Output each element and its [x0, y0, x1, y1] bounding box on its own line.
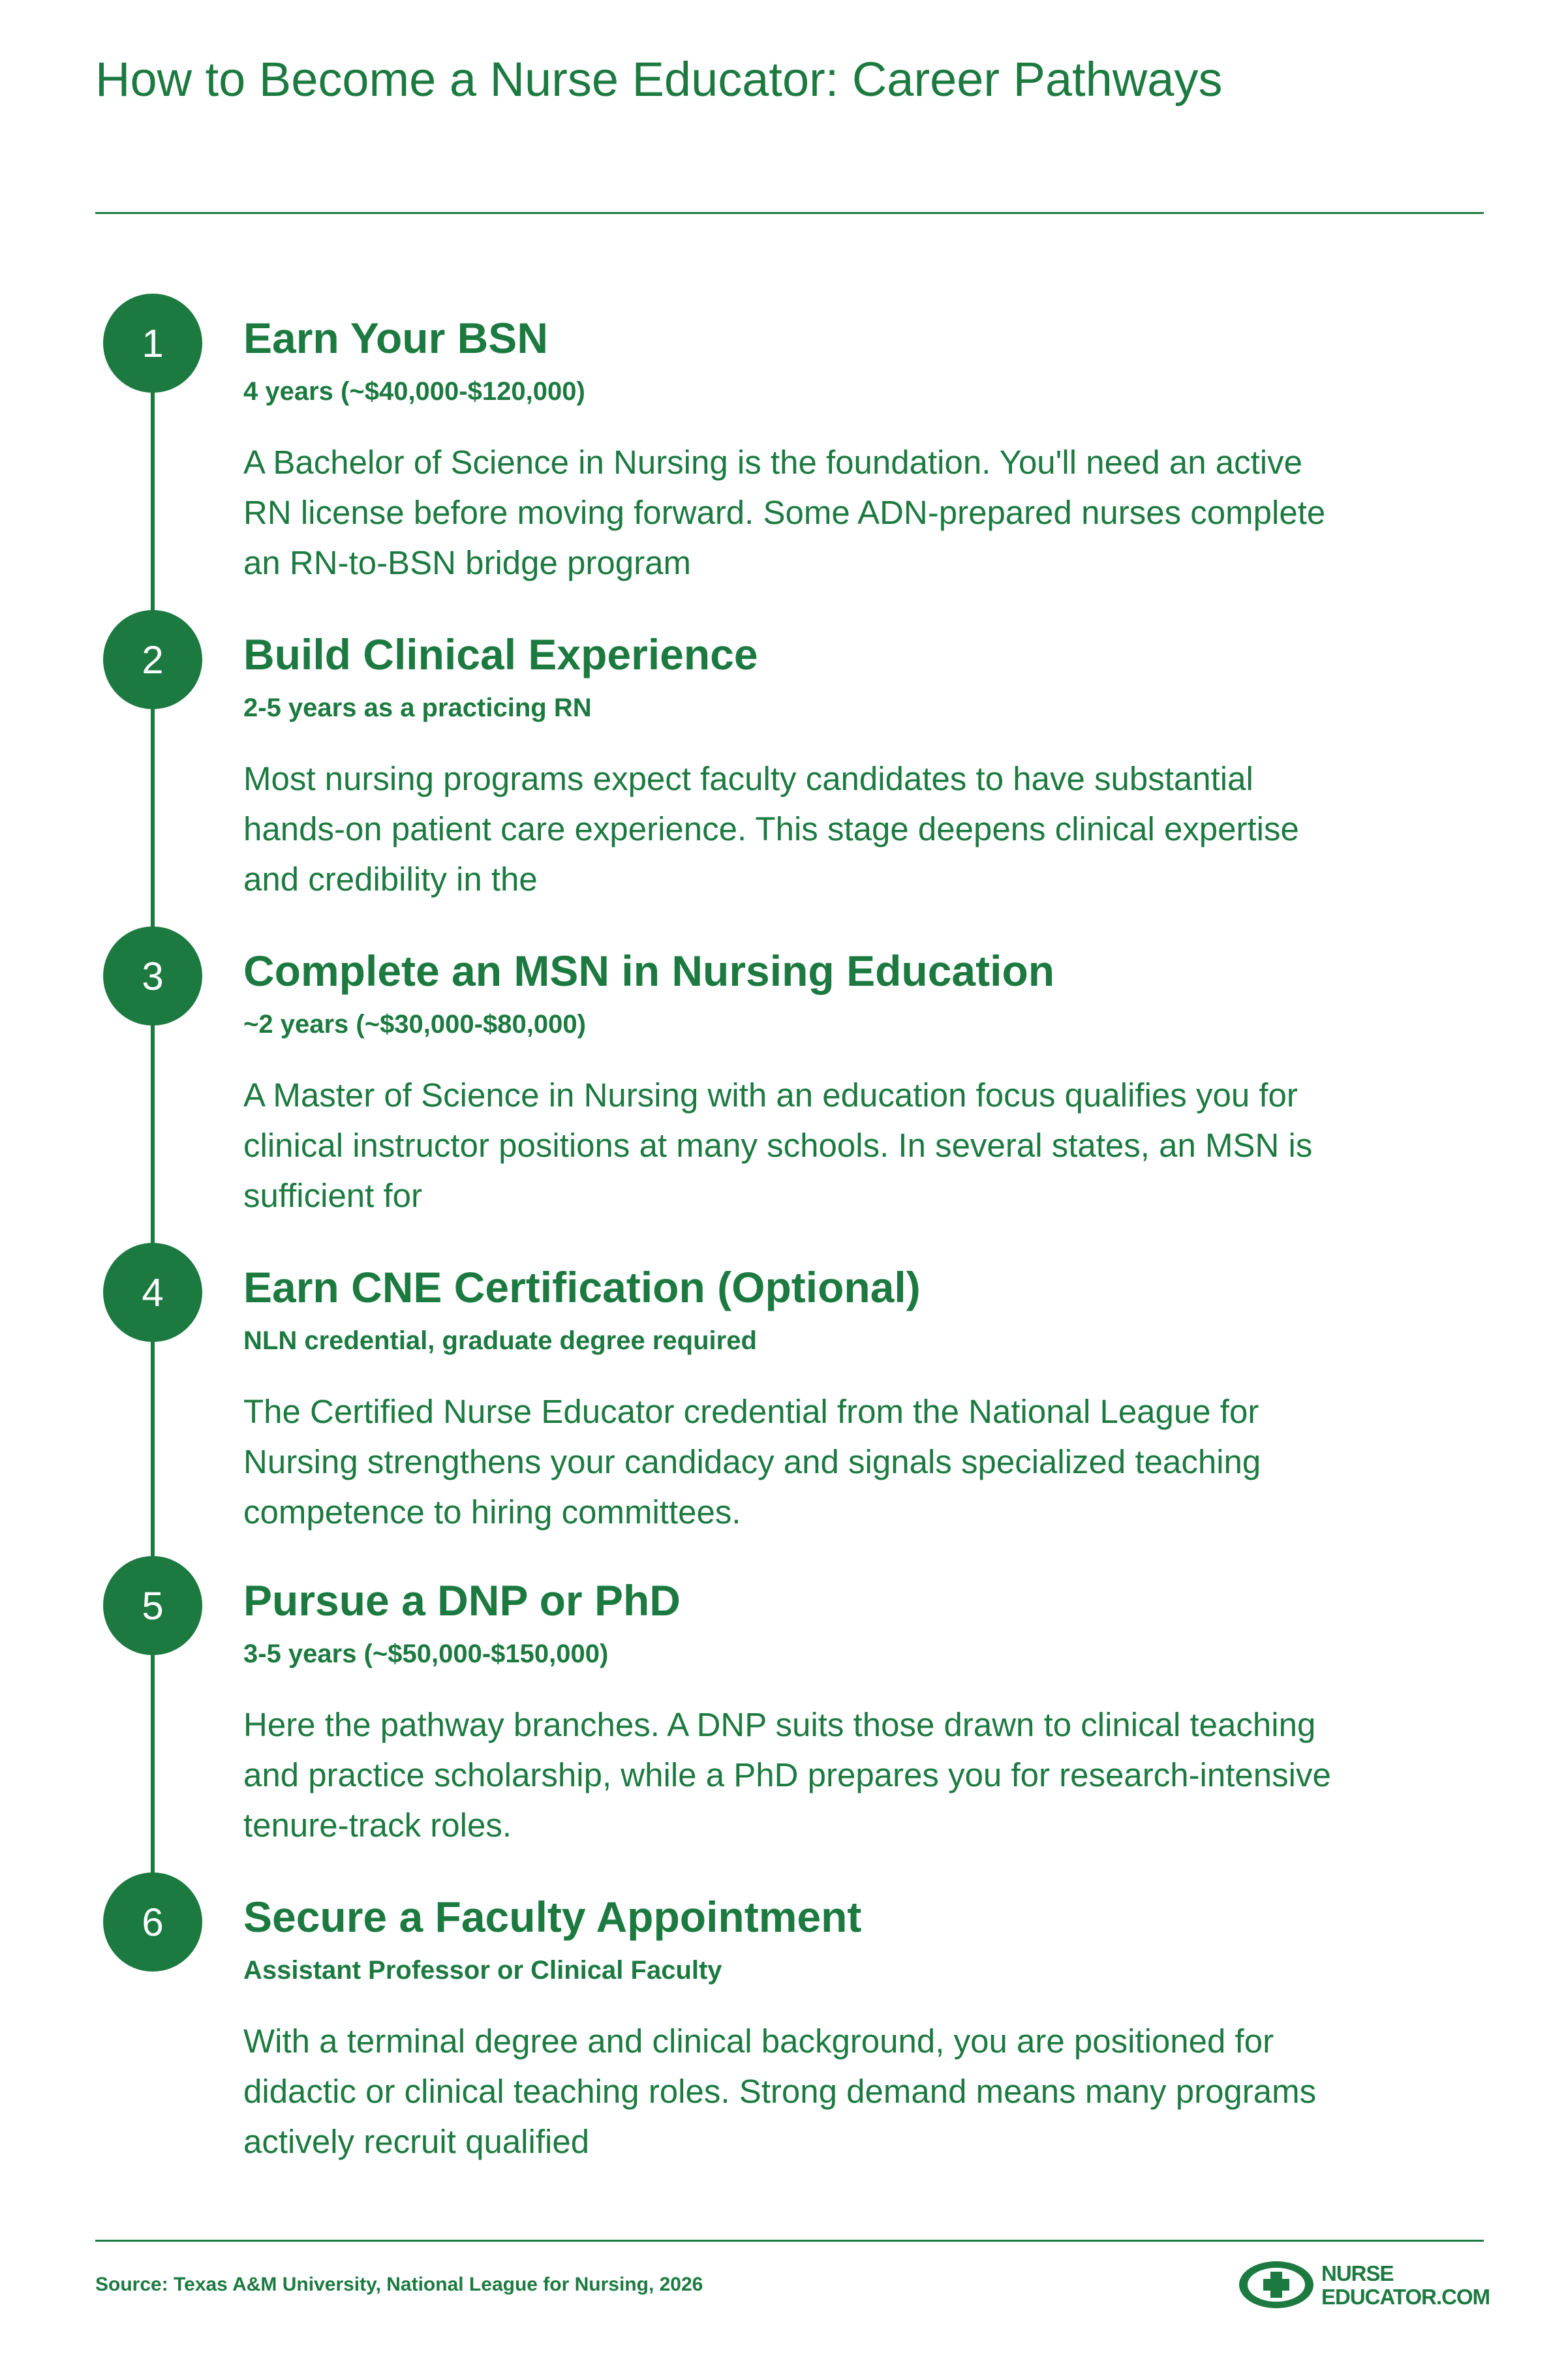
- step-title: Secure a Faculty Appointment: [243, 1893, 862, 1941]
- step-number-badge: 5: [103, 1556, 202, 1655]
- step-3: [0, 926, 1566, 1227]
- nurse-educator-logo: [1238, 2255, 1490, 2314]
- logo-line-1: NURSE: [1321, 2261, 1394, 2285]
- step-duration-cost: 3-5 years (~$50,000-$150,000): [243, 1640, 609, 1668]
- step-title: Earn Your BSN: [243, 314, 548, 362]
- step-description: A Master of Science in Nursing with an education focus qualifies you for clinical instructor positions at many schools. In several states, an MSN is sufficient for: [243, 1076, 1313, 1214]
- step-duration-cost: Assistant Professor or Clinical Faculty: [243, 1956, 722, 1985]
- step-title: Earn CNE Certification (Optional): [243, 1263, 921, 1311]
- step-description: A Bachelor of Science in Nursing is the foundation. You'll need an active RN license before moving forward. Some ADN-prepared nurses complete an RN-to-BSN bridge program: [243, 444, 1326, 581]
- step-title: Complete an MSN in Nursing Education: [243, 947, 1055, 995]
- step-number-badge: 6: [103, 1872, 202, 1972]
- step-number-badge: 2: [103, 610, 202, 709]
- step-5: [0, 1556, 1566, 1856]
- footer-divider: [95, 2240, 1484, 2242]
- logo-wordmark: [1321, 2262, 1490, 2309]
- step-duration-cost: 4 years (~$40,000-$120,000): [243, 377, 585, 406]
- source-citation: Source: Texas A&M University, National League for Nursing, 2026: [95, 2274, 703, 2295]
- step-description: Most nursing programs expect faculty candidates to have substantial hands-on patient care experience. This stage deepens clinical expertise and credibility in the: [243, 760, 1299, 898]
- step-duration-cost: ~2 years (~$30,000-$80,000): [243, 1010, 586, 1039]
- step-2: [0, 610, 1566, 910]
- logo-line-2: EDUCATOR.COM: [1321, 2285, 1490, 2309]
- step-number-badge: 1: [103, 294, 202, 393]
- step-6: [0, 1872, 1566, 2173]
- step-4: [0, 1243, 1566, 1543]
- step-duration-cost: 2-5 years as a practicing RN: [243, 694, 592, 722]
- header-divider: [95, 212, 1484, 214]
- step-title: Build Clinical Experience: [243, 630, 758, 679]
- step-1: [0, 294, 1566, 594]
- step-description: The Certified Nurse Educator credential from the National League for Nursing strengthens your candidacy and signals specialized teaching competence to hiring committees.: [243, 1393, 1261, 1531]
- page-title: How to Become a Nurse Educator: Career Pathways: [95, 52, 1223, 106]
- step-duration-cost: NLN credential, graduate degree required: [243, 1326, 757, 1355]
- step-number-badge: 3: [103, 926, 202, 1026]
- step-description: With a terminal degree and clinical background, you are positioned for didactic or clinical teaching roles. Strong demand means many programs actively recruit qualified: [243, 2022, 1317, 2160]
- step-title: Pursue a DNP or PhD: [243, 1576, 681, 1625]
- step-number-badge: 4: [103, 1243, 202, 1342]
- step-description: Here the pathway branches. A DNP suits those drawn to clinical teaching and practice scholarship, while a PhD prepares you for research-intensive tenure-track roles.: [243, 1706, 1331, 1844]
- medical-cross-icon: [1238, 2260, 1315, 2310]
